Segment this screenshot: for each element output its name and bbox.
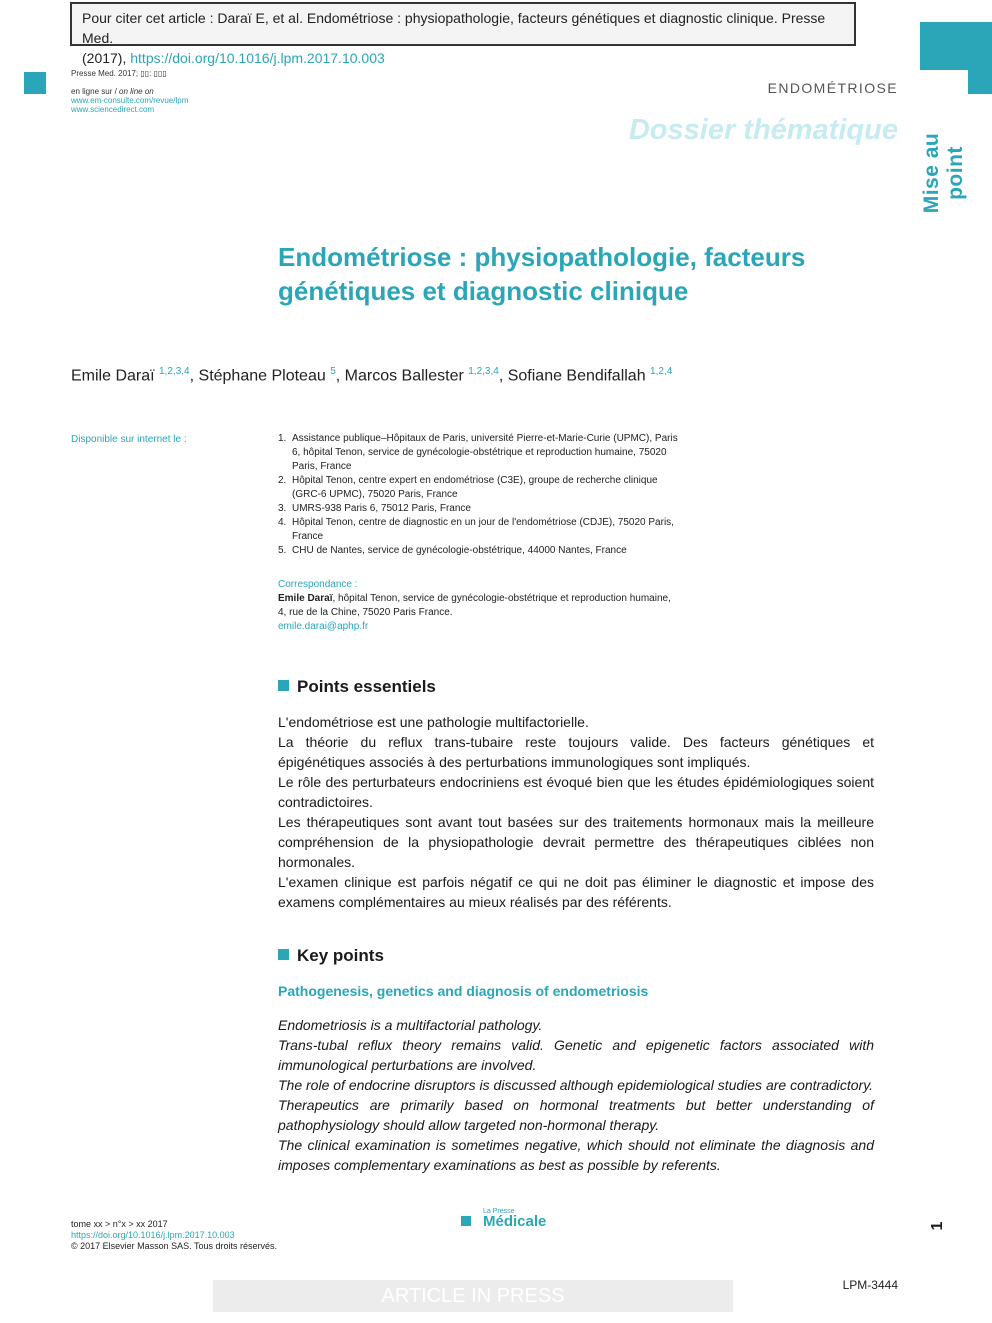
affiliation-list <box>278 432 688 558</box>
author-name: Emile Daraï <box>71 367 160 385</box>
author-separator: , <box>335 367 345 385</box>
online-label-en: on line on <box>119 87 154 96</box>
affiliation-number: 2. <box>278 475 287 486</box>
essential-point: L'examen clinique est parfois négatif ce qui ne doit pas éliminer le diagnostic et impose des examens complémentaires au mieux réalisés par des référents. <box>278 874 874 910</box>
author-separator: , <box>498 367 508 385</box>
citation-box <box>70 2 856 66</box>
affiliation-number: 3. <box>278 503 287 514</box>
heading-square-icon <box>278 949 289 960</box>
citation-text: Pour citer cet article : Daraï E, et al. Endométriose : physiopathologie, facteurs génétiques et diagnostic clinique. Presse Med. <box>82 10 826 46</box>
key-points-heading-text: Key points <box>297 946 384 965</box>
journal-marker-square <box>24 72 46 94</box>
author-affiliation-refs: 1,2,3,4 <box>468 366 499 377</box>
dossier-title: Dossier thématique <box>628 114 898 146</box>
points-essentiels-heading-text: Points essentiels <box>297 677 436 696</box>
sciencedirect-link[interactable]: www.sciencedirect.com <box>71 105 155 114</box>
affiliation-text: Hôpital Tenon, centre expert en endométriose (C3E), groupe de recherche clinique (GRC-6 UPMC), 75020 Paris, France <box>292 475 658 500</box>
author-name: Stéphane Ploteau <box>198 367 331 385</box>
em-consulte-link[interactable]: www.em-consulte.com/revue/lpm <box>71 96 189 105</box>
article-reference: LPM-3444 <box>842 1278 898 1292</box>
side-label: Mise au point <box>920 132 967 214</box>
affiliation-item <box>278 432 688 474</box>
author-list <box>71 366 672 385</box>
article-in-press-banner: ARTICLE IN PRESS <box>213 1280 733 1312</box>
correspondence-email-link[interactable]: emile.darai@aphp.fr <box>278 621 369 632</box>
author-separator: , <box>189 367 199 385</box>
key-point: Endometriosis is a multifactorial pathology. <box>278 1017 543 1033</box>
citation-doi-link[interactable]: https://doi.org/10.1016/j.lpm.2017.10.003 <box>130 50 385 66</box>
correspondence-heading: Correspondance : <box>278 579 358 590</box>
correspondence-address: , hôpital Tenon, service de gynécologie-obstétrique et reproduction humaine, 4, rue de la Chine, 75020 Paris France. <box>278 593 671 618</box>
key-points-subtitle: Pathogenesis, genetics and diagnosis of endometriosis <box>278 983 649 999</box>
author-name: Sofiane Bendifallah <box>507 367 651 385</box>
key-point: The role of endocrine disruptors is discussed although epidemiological studies are contradictory. <box>278 1077 874 1093</box>
online-label: en ligne sur / <box>71 87 120 96</box>
affiliation-text: Hôpital Tenon, centre de diagnostic en un jour de l'endométriose (CDJE), 75020 Paris, France <box>292 517 674 542</box>
affiliation-text: Assistance publique–Hôpitaux de Paris, université Pierre-et-Marie-Curie (UPMC), Paris 6, hôpital Tenon, service de gynécologie-obstétrique et reproduction humaine, 75020 Paris, France <box>292 433 678 472</box>
essential-point: La théorie du reflux trans-tubaire reste toujours valide. Des facteurs génétiques et épigénétiques associés à des perturbations immunologiques sont impliqués. <box>278 734 874 770</box>
section-label: ENDOMÉTRIOSE <box>767 80 898 96</box>
affiliation-item <box>278 544 688 558</box>
author-affiliation-refs: 5 <box>330 366 336 377</box>
online-line <box>71 87 188 96</box>
available-online-label: Disponible sur internet le : <box>71 434 187 445</box>
correspondence <box>278 578 678 634</box>
corner-accent-notch <box>920 70 968 94</box>
affiliation-number: 5. <box>278 545 287 556</box>
essential-point: Le rôle des perturbateurs endocriniens est évoqué bien que les études épidémiologiques soient contradictoires. <box>278 774 874 810</box>
logo-main-text: Médicale <box>483 1213 547 1230</box>
footer-doi-link[interactable]: https://doi.org/10.1016/j.lpm.2017.10.003 <box>71 1230 235 1240</box>
correspondence-address-block <box>278 592 678 620</box>
author-name: Marcos Ballester <box>344 367 469 385</box>
affiliation-item <box>278 474 688 502</box>
essential-point: Les thérapeutiques sont avant tout basées sur des traitements hormonaux mais la meilleure compréhension de la physiopathologie devrait permettre des thérapeutiques ciblées non hormonales. <box>278 814 874 870</box>
points-essentiels-body <box>278 712 874 912</box>
article-title: Endométriose : physiopathologie, facteurs génétiques et diagnostic clinique <box>278 242 806 306</box>
footer-info <box>71 1219 277 1252</box>
correspondence-name: Emile Daraï <box>278 593 333 604</box>
affiliation-item <box>278 502 688 516</box>
affiliation-number: 1. <box>278 433 287 444</box>
points-essentiels-heading <box>278 677 436 697</box>
journal-meta <box>71 69 188 114</box>
essential-point: L'endométriose est une pathologie multifactorielle. <box>278 714 589 730</box>
footer-tome: tome xx > n°x > xx 2017 <box>71 1219 168 1229</box>
affiliation-item <box>278 516 688 544</box>
affiliation-number: 4. <box>278 517 287 528</box>
key-point: The clinical examination is sometimes negative, which should not eliminate the diagnosis and imposes complementary examinations as best as possible by referents. <box>278 1137 874 1173</box>
key-points-heading <box>278 946 384 966</box>
author-affiliation-refs: 1,2,3,4 <box>159 366 190 377</box>
author-affiliation-refs: 1,2,4 <box>650 366 673 377</box>
affiliation-text: CHU de Nantes, service de gynécologie-obstétrique, 44000 Nantes, France <box>292 545 627 556</box>
key-point: Trans-tubal reflux theory remains valid. Genetic and epigenetic factors associated with immunological perturbations are involved. <box>278 1037 874 1073</box>
page-number: 1 <box>929 1221 946 1231</box>
key-point: Therapeutics are primarily based on hormonal treatments but better understanding of pathophysiology should allow targeted non-hormonal therapy. <box>278 1097 874 1133</box>
footer-copyright: © 2017 Elsevier Masson SAS. Tous droits réservés. <box>71 1241 278 1251</box>
logo-square-icon <box>461 1216 471 1226</box>
logo-small-text: La Presse <box>483 1208 515 1215</box>
citation-year: (2017), <box>82 50 131 66</box>
key-points-body <box>278 1015 874 1175</box>
affiliation-text: UMRS-938 Paris 6, 75012 Paris, France <box>292 503 471 514</box>
journal-line: Presse Med. 2017; ▯▯: ▯▯▯ <box>71 69 167 78</box>
heading-square-icon <box>278 680 289 691</box>
